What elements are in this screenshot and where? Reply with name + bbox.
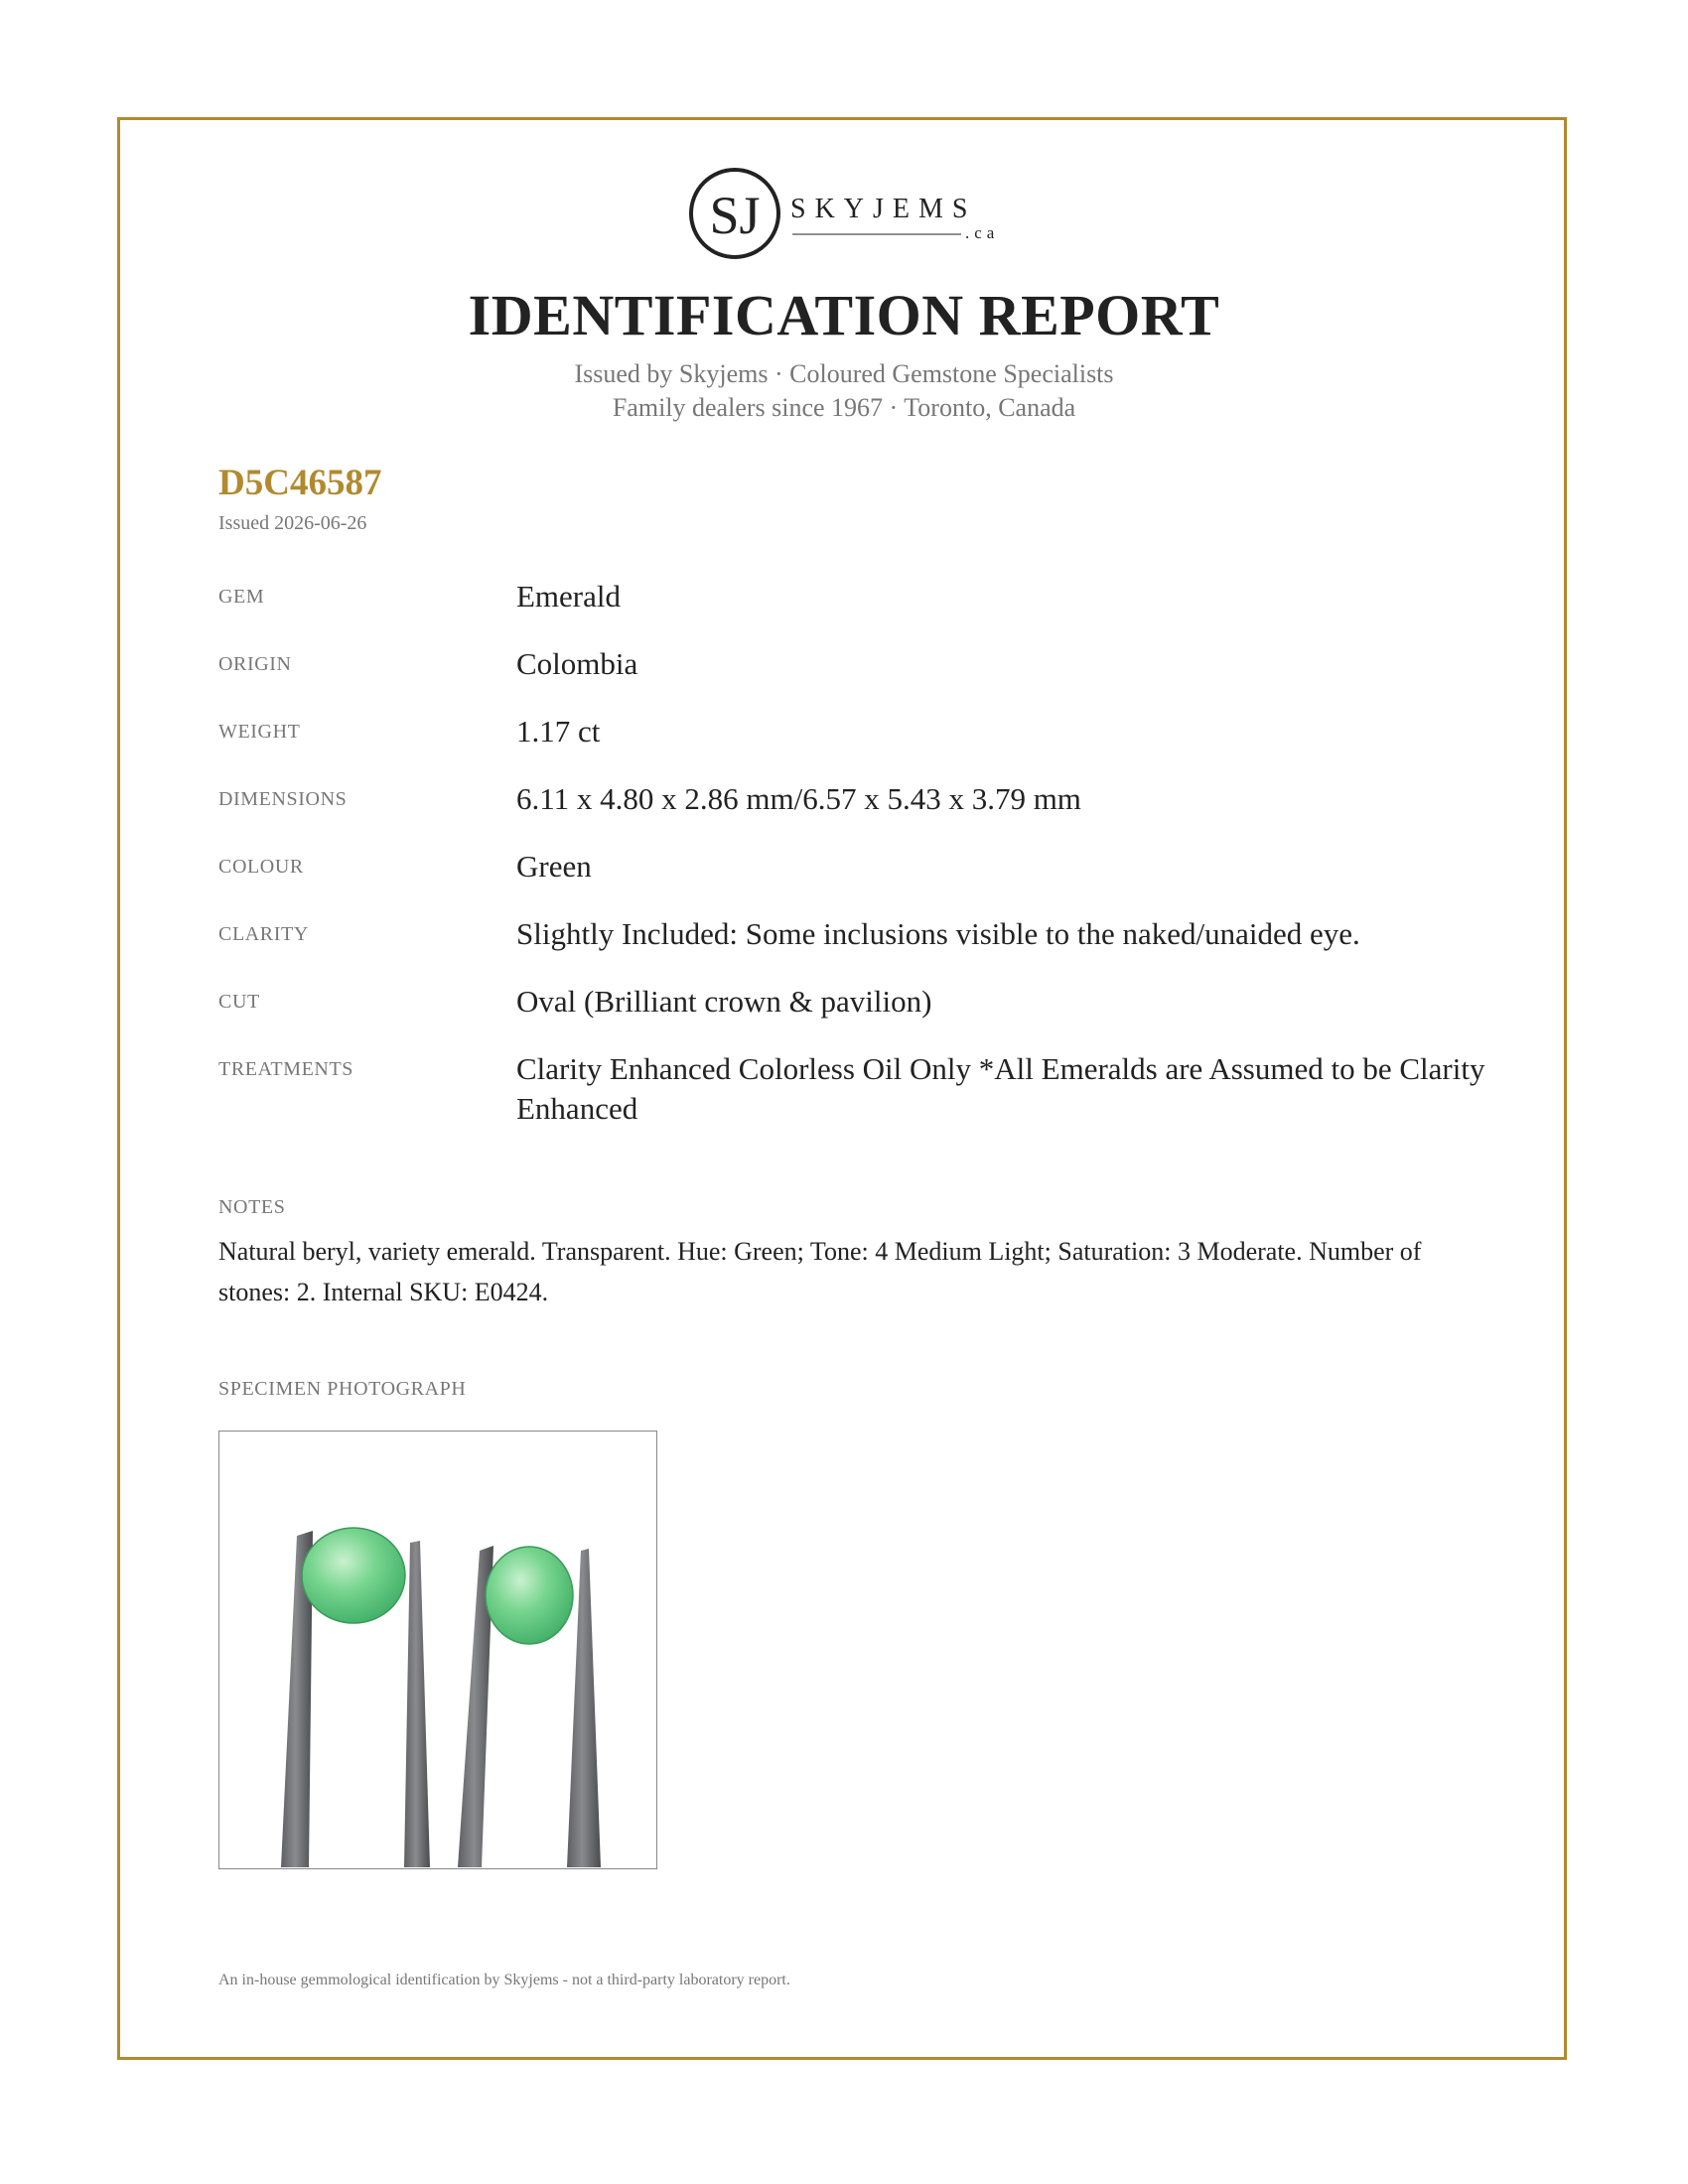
spec-label: ORIGIN [218, 653, 292, 675]
spec-label: CLARITY [218, 923, 309, 945]
spec-value: 6.11 x 4.80 x 2.86 mm/6.57 x 5.43 x 3.79 mm [516, 781, 1081, 816]
spec-label: DIMENSIONS [218, 788, 348, 810]
spec-label: GEM [218, 586, 265, 608]
report-title: IDENTIFICATION REPORT [468, 283, 1220, 347]
spec-value: 1.17 ct [516, 714, 601, 749]
spec-value: Clarity Enhanced Colorless Oil Only *All Emeralds are Assumed to be Clarity Enhanced [516, 1051, 1485, 1126]
spec-value: Oval (Brilliant crown & pavilion) [516, 984, 932, 1019]
notes-label: NOTES [218, 1196, 286, 1218]
report-subtitle-issuer: Issued by Skyjems · Coloured Gemstone Specialists [574, 359, 1114, 388]
spec-label: CUT [218, 991, 260, 1013]
spec-value: Colombia [516, 646, 638, 681]
report-subtitle-location: Family dealers since 1967 · Toronto, Canada [612, 393, 1076, 422]
spec-value: Slightly Included: Some inclusions visible to the naked/unaided eye. [516, 916, 1360, 951]
emerald-stone-right [486, 1547, 573, 1644]
spec-label: COLOUR [218, 856, 304, 878]
spec-label: WEIGHT [218, 721, 301, 743]
spec-value: Green [516, 849, 592, 884]
report-disclaimer: An in-house gemmological identification by Skyjems - not a third-party laboratory report. [218, 1972, 790, 1988]
spec-label: TREATMENTS [218, 1058, 353, 1080]
notes-text: Natural beryl, variety emerald. Transparent. Hue: Green; Tone: 4 Medium Light; Saturation: 3 Moderate. Number of stones: 2. Internal SKU: E0424. [218, 1237, 1422, 1306]
logo-domain: .ca [965, 223, 1000, 242]
spec-value: Emerald [516, 579, 622, 614]
issue-date: Issued 2026-06-26 [218, 512, 367, 534]
photo-label: SPECIMEN PHOTOGRAPH [218, 1378, 467, 1400]
logo-wordmark: SKYJEMS [790, 194, 977, 224]
skyjems-logo [687, 164, 1025, 263]
emerald-stone-left [302, 1528, 405, 1623]
specimen-photograph [218, 1431, 657, 1869]
logo-monogram: SJ [709, 186, 761, 245]
report-id: D5C46587 [218, 463, 382, 503]
